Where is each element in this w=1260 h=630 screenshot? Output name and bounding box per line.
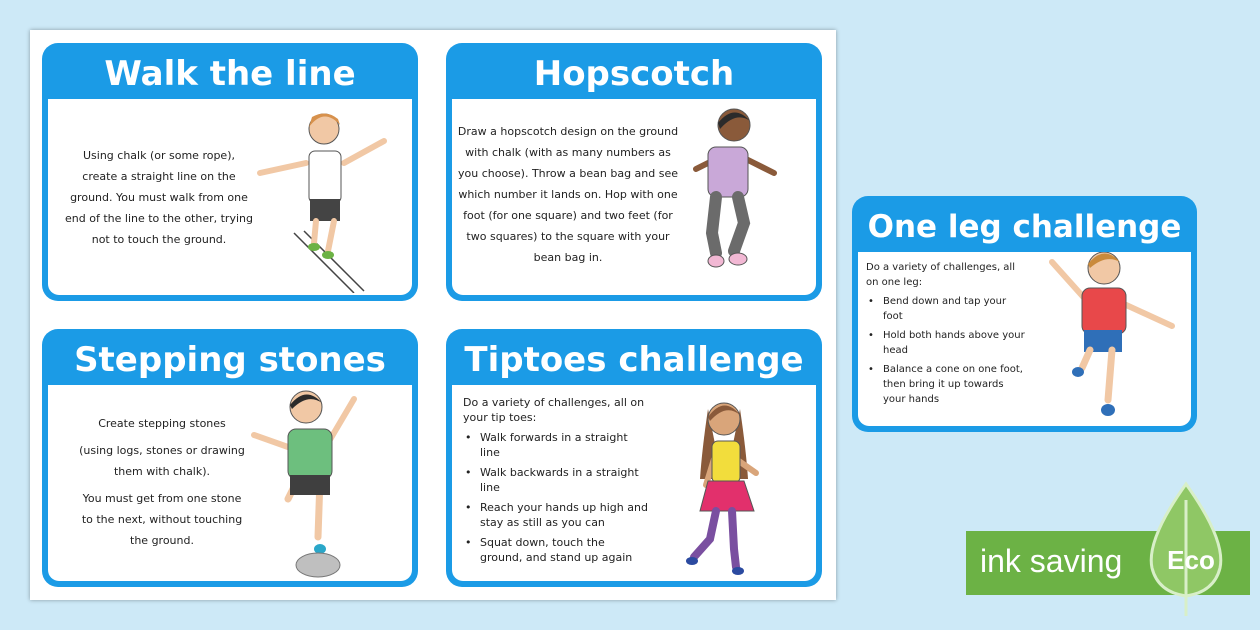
- text-line: foot (for one square) and two feet (for: [463, 209, 673, 222]
- challenge-list: [463, 430, 649, 565]
- text-line: end of the line to the other, trying: [65, 212, 253, 225]
- card-title: Tiptoes challenge: [464, 340, 804, 380]
- card-text: [54, 413, 270, 551]
- list-item: • Walk backwards in a straight line: [463, 465, 649, 495]
- card-title: One leg challenge: [867, 209, 1182, 245]
- card-text: [456, 121, 680, 268]
- text-line: bean bag in.: [533, 251, 603, 264]
- card-text: [866, 260, 1026, 407]
- card-hopscotch: [446, 43, 822, 301]
- card-title: Walk the line: [104, 54, 356, 94]
- card-one-leg-challenge: [852, 196, 1197, 432]
- text-line: You must get from one stone: [82, 492, 242, 505]
- card-text: [54, 145, 264, 250]
- text-line: you choose). Throw a bean bag and see: [457, 167, 679, 180]
- girl-balancing-illustration: [254, 103, 389, 293]
- text-line: two squares) to the square with your: [466, 230, 670, 243]
- text-line: create a straight line on the: [82, 170, 236, 183]
- boy-on-stone-illustration: [248, 387, 368, 579]
- boy-one-leg-illustration: [1038, 252, 1178, 422]
- card-tiptoes-challenge: [446, 329, 822, 587]
- text-line: ground. You must walk from one: [70, 191, 248, 204]
- text-line: Draw a hopscotch design on the ground: [457, 125, 679, 138]
- intro-text: Do a variety of challenges, all on one leg:: [866, 262, 1015, 288]
- card-title: Stepping stones: [74, 340, 386, 380]
- list-item: • Reach your hands up high and stay as still as you can: [463, 500, 649, 530]
- list-item: • Squat down, touch the ground, and stand up again: [463, 535, 649, 565]
- text-line: the ground.: [130, 534, 194, 547]
- card-body: [48, 385, 412, 581]
- card-body: [452, 385, 816, 581]
- girl-tiptoes-illustration: [674, 389, 784, 579]
- text-line: Using chalk (or some rope),: [82, 149, 235, 162]
- card-body: [452, 99, 816, 295]
- card-title: Hopscotch: [533, 54, 735, 94]
- list-item: • Walk forwards in a straight line: [463, 430, 649, 460]
- challenge-list: [866, 294, 1026, 407]
- card-body: [858, 252, 1191, 426]
- ink-saving-text: ink saving: [980, 543, 1123, 579]
- text-line: them with chalk).: [113, 465, 211, 478]
- intro-text: Do a variety of challenges, all on your tip toes:: [463, 396, 645, 424]
- list-item: • Hold both hands above your head: [866, 328, 1026, 358]
- list-item: • Balance a cone on one foot, then bring it up towards your hands: [866, 362, 1026, 407]
- text-line: not to touch the ground.: [91, 233, 227, 246]
- eco-label: Eco: [1167, 545, 1215, 575]
- text-line: (using logs, stones or drawing: [79, 444, 245, 457]
- text-line: Create stepping stones: [98, 417, 226, 430]
- card-walk-the-line: [42, 43, 418, 301]
- text-line: to the next, without touching: [81, 513, 243, 526]
- card-text: [463, 395, 649, 565]
- girl-hopping-illustration: [686, 103, 786, 288]
- card-stepping-stones: [42, 329, 418, 587]
- text-line: which number it lands on. Hop with one: [458, 188, 678, 201]
- card-body: [48, 99, 412, 295]
- list-item: • Bend down and tap your foot: [866, 294, 1026, 324]
- text-line: with chalk (with as many numbers as: [465, 146, 671, 159]
